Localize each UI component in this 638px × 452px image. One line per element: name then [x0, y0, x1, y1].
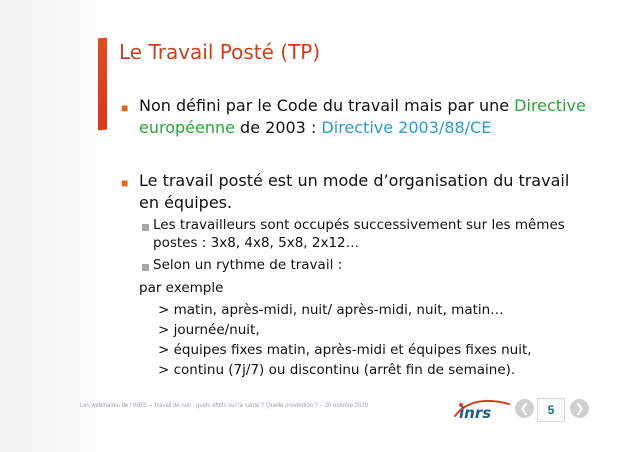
logo-text: inrs	[459, 404, 492, 422]
previous-slide-button[interactable]	[515, 399, 534, 418]
title-accent-bar	[98, 38, 107, 131]
bullet2-line2: en équipes.	[139, 193, 233, 212]
inrs-logo	[453, 396, 513, 422]
bullet1-mid-text: de 2003 :	[234, 118, 322, 137]
next-slide-button[interactable]	[570, 399, 589, 418]
sub-bullet2-line1: Selon un rythme de travail :	[153, 257, 343, 273]
example-item-2: > journée/nuit,	[158, 322, 260, 338]
bullet1-green-text: Directive	[514, 96, 586, 115]
bullet1-text: Non défini par le Code du travail mais par une	[139, 96, 515, 115]
bullet-marker-1: ■	[121, 101, 129, 115]
chevron-right-icon: ❯	[574, 401, 585, 415]
example-item-4: > continu (7j/7) ou discontinu (arrêt fin de semaine).	[158, 362, 516, 378]
bullet1-line2	[139, 118, 491, 138]
example-item-1: > matin, après-midi, nuit/ après-midi, nuit, matin…	[158, 302, 504, 318]
slide-title: Le Travail Posté (TP)	[119, 40, 321, 64]
footer-caption: Les webinaires de l’INRS – Travail de nuit : quels effets sur la santé ? Quelle prévention ? – 20 octobre 2020	[80, 403, 369, 409]
page-number: 5	[537, 398, 565, 422]
bullet1-green-text-2: européenne	[139, 118, 235, 137]
bullet1-line1	[139, 96, 586, 116]
sub-bullet1-line2: postes : 3x8, 4x8, 5x8, 2x12…	[153, 235, 360, 251]
sub-bullet-marker-2	[142, 264, 149, 271]
sub-bullet-marker-1	[142, 224, 149, 231]
bullet2-line1: Le travail posté est un mode d’organisation du travail	[139, 171, 570, 190]
bullet-marker-2: ■	[121, 176, 129, 190]
example-item-3: > équipes fixes matin, après-midi et équipes fixes nuit,	[158, 342, 532, 358]
directive-reference: Directive 2003/88/CE	[321, 118, 492, 137]
sub-bullet1-line1: Les travailleurs sont occupés successivement sur les mêmes	[153, 217, 565, 233]
left-decorative-band	[0, 0, 96, 452]
examples-label: par exemple	[139, 280, 224, 296]
chevron-left-icon: ❮	[519, 401, 530, 415]
